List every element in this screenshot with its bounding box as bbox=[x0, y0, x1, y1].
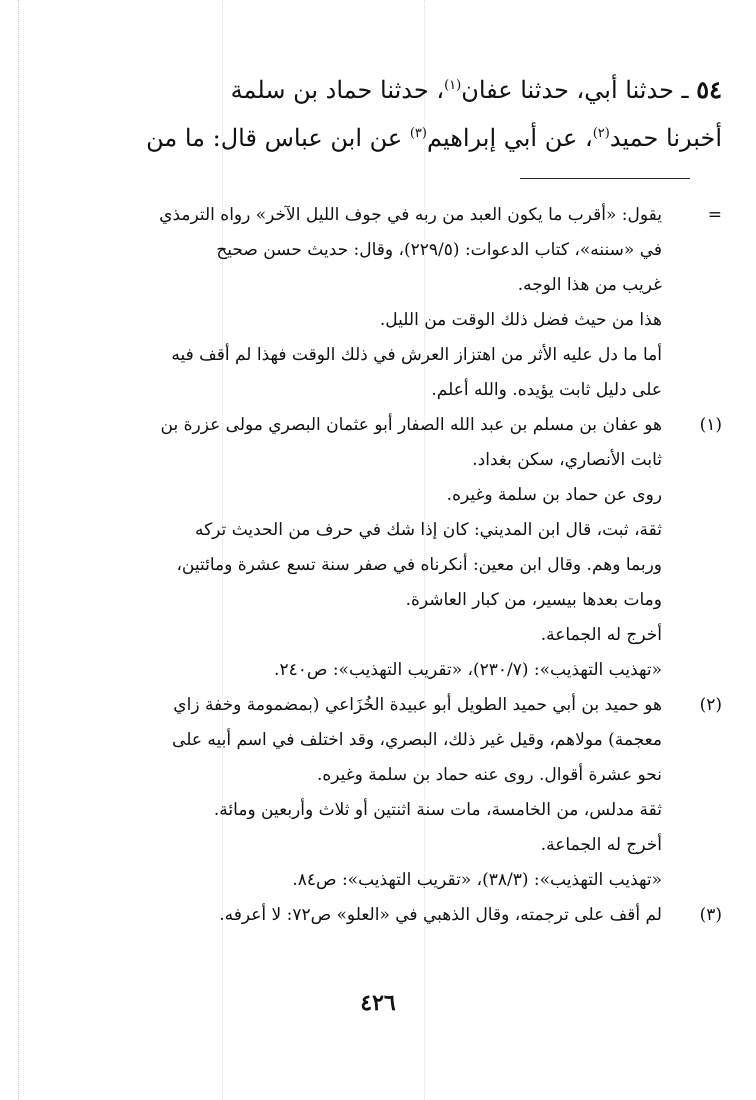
footnote-3 bbox=[62, 898, 722, 933]
footnote-marker: (٣) bbox=[699, 905, 722, 925]
footnote-reference: (١) bbox=[444, 78, 462, 93]
footnote-line: لم أقف على ترجمته، وقال الذهبي في «العلو» ص٧٢: لا أعرفه. bbox=[219, 905, 662, 925]
main-text-segment: ـ حدثنا أبي، حدثنا عفان bbox=[461, 76, 697, 104]
footnote-line: ثابت الأنصاري، سكن بغداد. bbox=[472, 450, 662, 470]
footnote-2 bbox=[62, 688, 722, 898]
footnote-line: على دليل ثابت يؤيده. والله أعلم. bbox=[431, 380, 662, 400]
footnote-line: هو حميد بن أبي حميد الطويل أبو عبيدة الخُزَاعي (بمضمومة وخفة زاي bbox=[173, 695, 662, 715]
footnote-line: ومات بعدها بيسير، من كبار العاشرة. bbox=[405, 590, 662, 610]
main-text-line-1 bbox=[62, 66, 722, 114]
footnote-line: ثقة، ثبت، قال ابن المديني: كان إذا شك في حرف من الحديث تركه bbox=[194, 520, 662, 540]
footnote-reference: (٢) bbox=[592, 126, 610, 141]
footnote-line: أما ما دل عليه الأثر من اهتزاز العرش في ذلك الوقت فهذا لم أقف فيه bbox=[171, 345, 662, 365]
footnote-marker: (٢) bbox=[699, 695, 722, 715]
footnote-reference: (٣) bbox=[409, 126, 427, 141]
footnote-line: يقول: «أقرب ما يكون العبد من ربه في جوف الليل الآخر» رواه الترمذي bbox=[159, 205, 662, 225]
footnote-marker: (١) bbox=[699, 415, 722, 435]
footnote-line: نحو عشرة أقوال. روى عنه حماد بن سلمة وغيره. bbox=[316, 765, 662, 785]
main-text bbox=[62, 66, 722, 162]
main-text-segment: عن ابن عباس قال: ما من bbox=[146, 124, 410, 152]
footnote-line: هو عفان بن مسلم بن عبد الله الصفار أبو عثمان البصري مولى عزرة بن bbox=[160, 415, 662, 435]
footnote-line: ثقة مدلس، من الخامسة، مات سنة اثنتين أو ثلاث وأربعين ومائة. bbox=[213, 800, 662, 820]
footnote-line: في «سننه»، كتاب الدعوات: (٢٢٩/٥)، وقال: حديث حسن صحيح bbox=[216, 240, 662, 260]
footnote-line: غريب من هذا الوجه. bbox=[517, 275, 662, 295]
scan-artifact-line bbox=[18, 0, 19, 1100]
footnote-line: «تهذيب التهذيب»: (٣٨/٣)، «تقريب التهذيب»: ص٨٤. bbox=[292, 870, 662, 890]
footnote-separator bbox=[520, 178, 690, 179]
footnote-line: هذا من حيث فضل ذلك الوقت من الليل. bbox=[379, 310, 662, 330]
footnote-1 bbox=[62, 408, 722, 688]
page-number: ٤٢٦ bbox=[360, 990, 396, 1016]
footnote-line: «تهذيب التهذيب»: (٢٣٠/٧)، «تقريب التهذيب»: ص٢٤٠. bbox=[274, 660, 662, 680]
main-text-segment: ، عن أبي إبراهيم bbox=[426, 124, 593, 152]
footnote-marker: = bbox=[707, 205, 722, 225]
footnote-line: أخرج له الجماعة. bbox=[540, 625, 662, 645]
main-text-segment: ، حدثنا حماد بن سلمة bbox=[230, 76, 445, 104]
hadith-number: ٥٤ bbox=[696, 75, 722, 104]
footnote-line: أخرج له الجماعة. bbox=[540, 835, 662, 855]
footnote-line: وربما وهم. وقال ابن معين: أنكرناه في صفر سنة تسع عشرة ومائتين، bbox=[176, 555, 662, 575]
footnote-line: معجمة) مولاهم، وقيل غير ذلك، البصري، وقد اختلف في اسم أبيه على bbox=[172, 730, 662, 750]
footnotes bbox=[62, 198, 722, 933]
main-text-line-2 bbox=[62, 114, 722, 162]
main-text-segment: أخبرنا حميد bbox=[609, 124, 722, 152]
footnote-line: روى عن حماد بن سلمة وغيره. bbox=[446, 485, 662, 505]
footnote-continued bbox=[62, 198, 722, 408]
